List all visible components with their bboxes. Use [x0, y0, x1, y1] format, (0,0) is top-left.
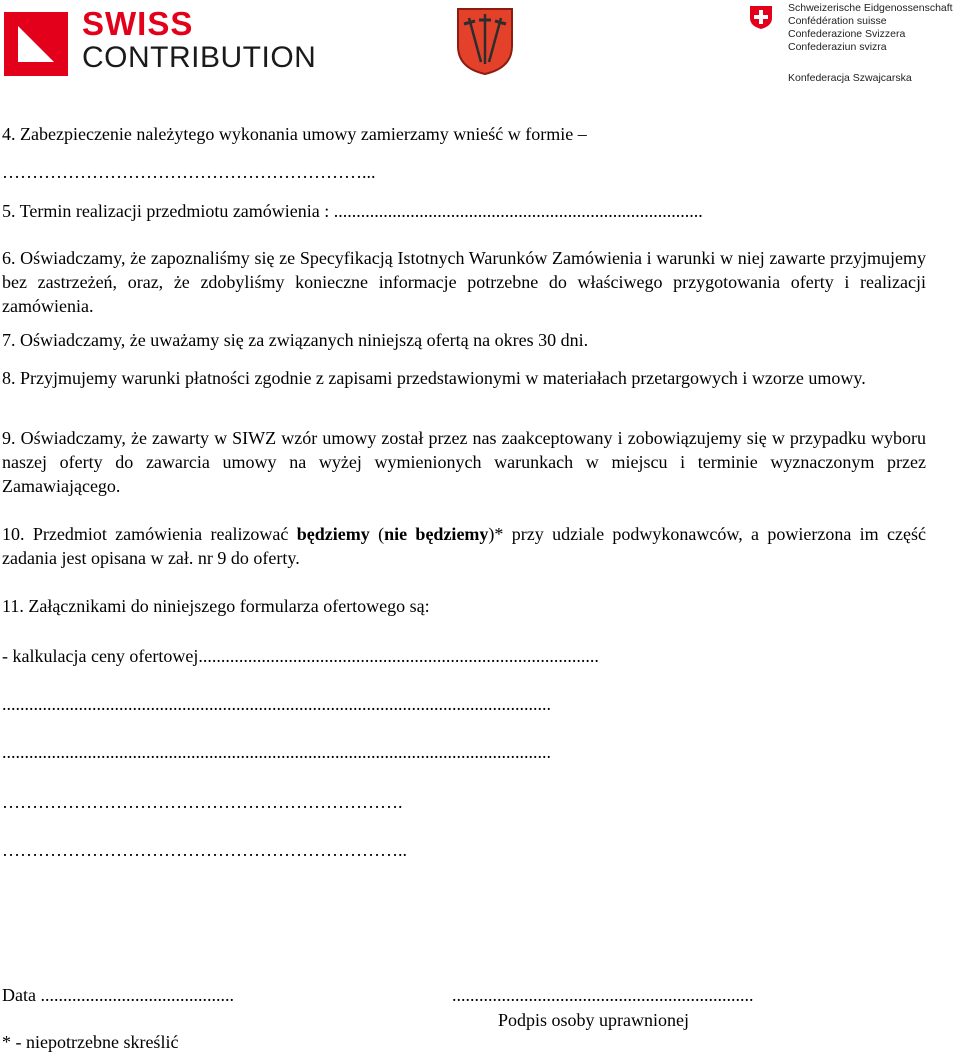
confed-name-fr: Confédération suisse — [788, 15, 887, 27]
confed-name-it: Confederazione Svizzera — [788, 28, 906, 40]
swiss-logo-line2: CONTRIBUTION — [82, 41, 317, 74]
swiss-contribution-logo-icon — [4, 12, 68, 76]
confed-name-pl: Konfederacja Szwajcarska — [788, 72, 912, 84]
confed-name-rm: Confederaziun svizra — [788, 41, 887, 53]
coat-of-arms-icon — [455, 6, 515, 76]
swiss-contribution-logo — [82, 6, 316, 74]
item-11: 11. Załącznikami do niniejszego formularza ofertowego są: — [2, 596, 430, 616]
item-10-bold-will-not: nie będziemy — [384, 524, 489, 544]
item-10-bold-will: będziemy — [296, 524, 370, 544]
item-8: 8. Przyjmujemy warunki płatności zgodnie z zapisami przedstawionymi w materiałach przetargowych i wzorze umowy. — [2, 368, 866, 388]
attachment-dots-4: ………………………………………………………….. — [2, 840, 407, 860]
item-4-dots: ……………………………………………………... — [2, 162, 376, 182]
attachment-dots-1: .......................................................................................................................... — [2, 694, 551, 714]
item-5: 5. Termin realizacji przedmiotu zamówienia : .................................................................................. — [2, 201, 703, 221]
item-7: 7. Oświadczamy, że uważamy się za związanych niniejszą ofertą na okres 30 dni. — [2, 330, 589, 350]
item-4: 4. Zabezpieczenie należytego wykonania umowy zamierzamy wnieść w formie – — [2, 124, 587, 144]
footnote: * - niepotrzebne skreślić — [2, 1032, 179, 1052]
page-header — [0, 0, 960, 95]
attachment-dots-2: .......................................................................................................................... — [2, 742, 551, 762]
item-10 — [2, 522, 926, 570]
signature-label: Podpis osoby uprawnionej — [498, 1010, 689, 1030]
signature-dots: ................................................................... — [452, 985, 754, 1005]
attachment-dots-3: …………………………………………………………. — [2, 792, 403, 812]
item-10-start: 10. Przedmiot zamówienia realizować — [2, 524, 297, 544]
swiss-flag-icon — [748, 4, 774, 30]
attachment-price-calculation: - kalkulacja ceny ofertowej......................................................................................... — [2, 646, 599, 666]
item-10-paren: ( — [369, 524, 385, 544]
item-9: 9. Oświadczamy, że zawarty w SIWZ wzór umowy został przez nas zaakceptowany i zobowiązujemy się w przypadku wyboru naszej oferty do zawarcia umowy na wyżej wymienionych warunkach w miejscu i terminie wyznaczonym przez Zamawiającego. — [2, 428, 926, 496]
swiss-logo-line1: SWISS — [82, 5, 194, 42]
item-6: 6. Oświadczamy, że zapoznaliśmy się ze Specyfikacją Istotnych Warunków Zamówienia i warunki w niej zawarte przyjmujemy bez zastrzeżeń, oraz, że zdobyliśmy konieczne informacje potrzebne do właściwego przygotowania oferty i realizacji zamówienia. — [2, 248, 926, 316]
item-10-end: )* przy udziale podwykonawców, a powierzona im część zadania jest opisana w zał. nr 9 do oferty. — [2, 524, 926, 568]
confed-name-de: Schweizerische Eidgenossenschaft — [788, 2, 953, 14]
confederation-names — [788, 2, 960, 54]
date-field: Data ........................................... — [2, 985, 234, 1005]
